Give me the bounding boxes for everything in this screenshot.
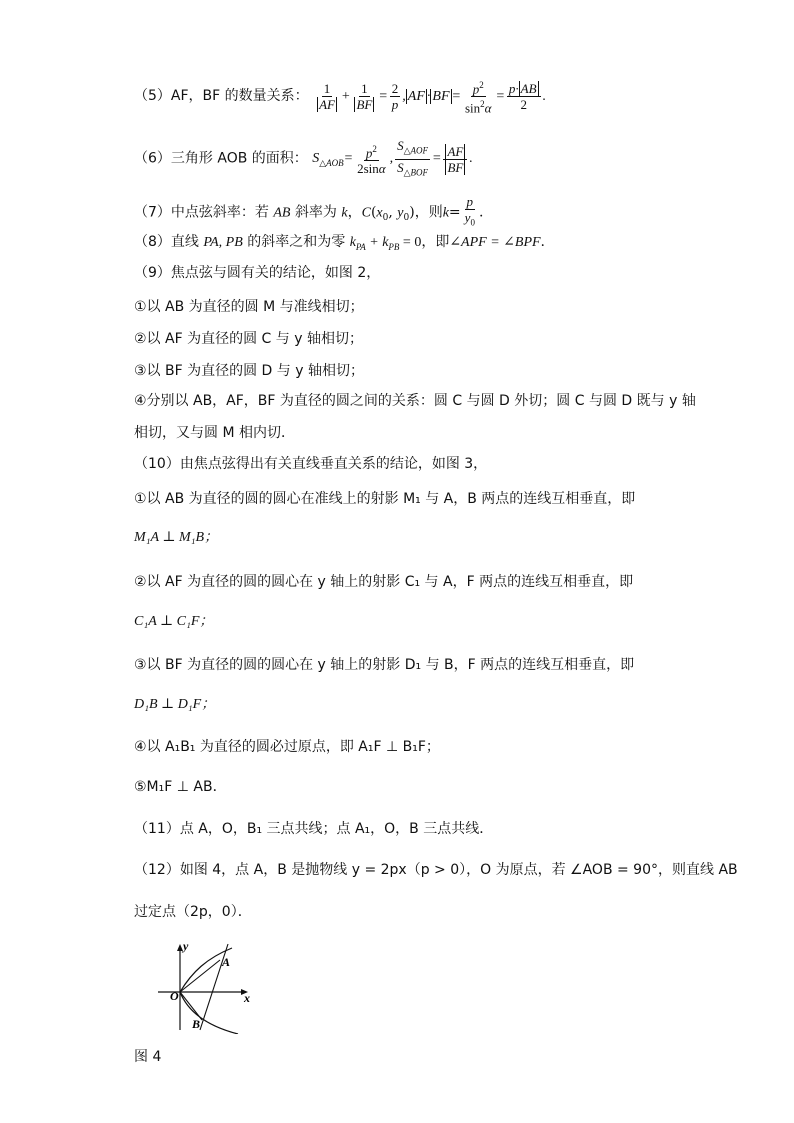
item-10-3b: D₁B ⊥ D₁F； [134,697,216,712]
item-8-label: （8）直线 [134,234,199,250]
item-7-then: ，则 [414,204,443,221]
segment-ob [180,992,202,1020]
item-6-label: （6）三角形 AOB 的面积： [134,150,308,167]
figure-4 [152,938,262,1034]
item-10-heading: （10）由焦点弦得出有关直线垂直关系的结论，如图 3， [134,456,488,472]
item-6 [134,138,473,180]
item-6-formula: $S_{\triangle AOB}=$ $\frac{p^2}{2\sin\alpha}$ , $\frac{S_{\triangle AOF}}{S_{\triangle BOF}}$ = $\frac{AF}{BF}$ . [312,138,473,178]
label-b: B [192,1017,201,1031]
item-10-3a: ③以 BF 为直径的圆的圆心在 y 轴上的射影 D₁ 与 B，F 两点的连线互相垂直，即 [134,657,635,673]
item-9-1: ①以 AB 为直径的圆 M 与准线相切； [134,299,364,315]
item-7: （7）中点弦斜率：若 AB 斜率为 k，$C(x_0$, $y_0$)，则k= $\frac{p}{y_0}$ . [134,194,484,228]
item-10-1b: M₁A ⊥ M₁B； [134,530,219,545]
item-9-4a: ④分别以 AB，AF，BF 为直径的圆之间的关系：圆 C 与圆 D 外切；圆 C 与圆 D 既与 y 轴 [134,393,696,409]
label-y: y [183,939,189,953]
item-9-3: ③以 BF 为直径的圆 D 与 y 轴相切； [134,363,364,379]
label-o: O [170,989,179,1003]
item-12b: 过定点（2p，0）． [134,904,252,920]
figure-caption: 图 4 [134,1049,162,1065]
item-9-heading: （9）焦点弦与圆有关的结论，如图 2， [134,265,381,281]
item-8-mid: 的斜率之和为零 [247,234,346,250]
item-9-4b: 相切，又与圆 M 相内切． [134,425,295,441]
item-10-5: ⑤M₁F ⊥ AB． [134,779,227,795]
item-12a: （12）如图 4，点 A，B 是抛物线 y = 2px（p > 0），O 为原点，若 ∠AOB = 90°，则直线 AB [134,862,738,878]
item-11: （11）点 A，O，B₁ 三点共线；点 A₁，O，B 三点共线． [134,821,494,837]
label-a: A [222,955,231,969]
item-9-2: ②以 AF 为直径的圆 C 与 y 轴相切； [134,331,363,347]
item-5-formula: $\frac{1}{AF}$ + $\frac{1}{BF}$ = $\frac{2}{p}$ , AF · BF = $\frac{p^2}{\sin^2\alpha}$ = $\frac{p\cdot AB}{2}$ . [319,80,547,116]
item-7-label: （7）中点弦斜率：若 [134,204,269,221]
item-5 [134,78,546,116]
item-8-then: ，即 [421,234,450,250]
item-10-2b: C₁A ⊥ C₁F； [134,614,214,629]
item-10-2a: ②以 AF 为直径的圆的圆心在 y 轴上的射影 C₁ 与 A，F 两点的连线互相垂直，即 [134,574,634,590]
label-x: x [244,991,250,1005]
item-10-1a: ①以 AB 为直径的圆的圆心在准线上的射影 M₁ 与 A，B 两点的连线互相垂直，即 [134,491,636,507]
item-5-label: （5）AF，BF 的数量关系： [134,88,309,105]
item-8: （8）直线 PA, PB 的斜率之和为零 $k_{PA} + k_{PB} = 0$，即∠APF = ∠BPF. [134,234,545,252]
item-7-mid: 斜率为 [294,204,337,221]
item-10-4: ④以 A₁B₁ 为直径的圆必过原点，即 A₁F ⊥ B₁F； [134,739,440,755]
